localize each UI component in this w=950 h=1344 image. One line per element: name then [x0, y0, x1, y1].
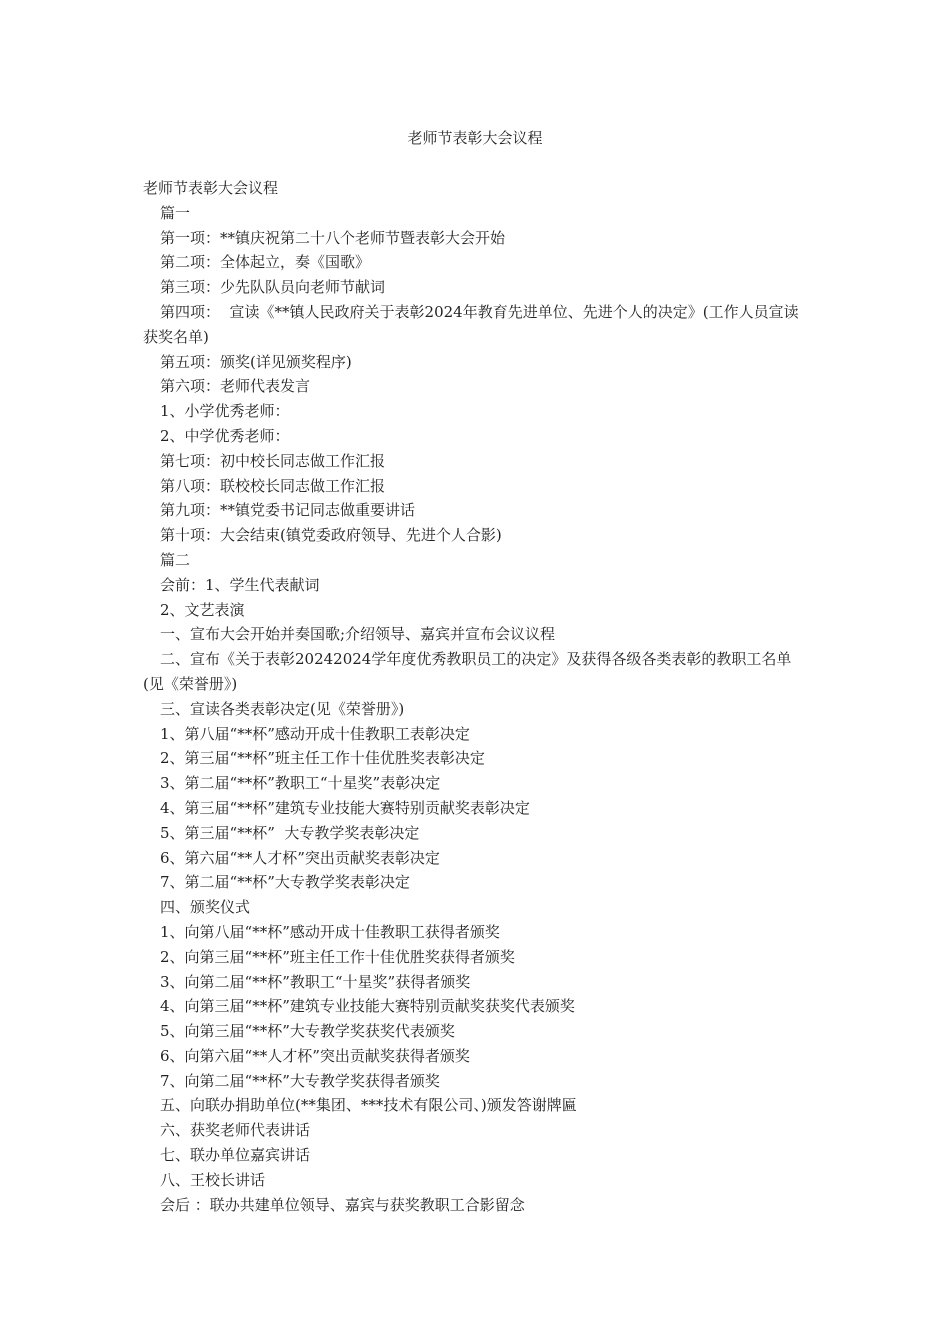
document-paragraph: 篇二	[160, 550, 191, 569]
document-paragraph: 七、联办单位嘉宾讲话	[160, 1146, 311, 1165]
document-paragraph: 六、获奖老师代表讲话	[160, 1121, 311, 1140]
document-paragraph: 2、第三届“**杯”班主任工作十佳优胜奖表彰决定	[160, 749, 485, 768]
document-paragraph: 第四项： 宣读《**镇人民政府关于表彰2024年教育先进单位、先进个人的决定》(工作人员宣读获奖名单)	[143, 302, 799, 346]
document-heading: 老师节表彰大会议程	[143, 179, 279, 197]
document-paragraph: 第九项：**镇党委书记同志做重要讲话	[160, 501, 416, 520]
document-paragraph: 四、颁奖仪式	[160, 898, 251, 917]
document-paragraph: 第五项：颁奖(详见颁奖程序)	[160, 352, 352, 371]
document-paragraph: 4、向第三届“**杯”建筑专业技能大赛特别贡献奖获奖代表颁奖	[160, 997, 575, 1016]
document-paragraph: 2、文艺表演	[160, 600, 245, 619]
document-paragraph: 3、向第二届“**杯”教职工“十星奖”获得者颁奖	[160, 972, 471, 991]
document-paragraph: 第三项：少先队队员向老师节献词	[160, 278, 386, 297]
document-paragraph: 第七项：初中校长同志做工作汇报	[160, 451, 386, 470]
document-paragraph: 第十项：大会结束(镇党委政府领导、先进个人合影)	[160, 526, 502, 545]
document-paragraph: 5、第三届“**杯” 大专教学奖表彰决定	[160, 823, 420, 842]
document-paragraph: 第八项：联校校长同志做工作汇报	[160, 476, 386, 495]
document-paragraph: 7、向第二届“**杯”大专教学奖获得者颁奖	[160, 1071, 440, 1090]
document-paragraph: 2、中学优秀老师：	[160, 426, 290, 445]
document-paragraph: 4、第三届“**杯”建筑专业技能大赛特别贡献奖表彰决定	[160, 798, 530, 817]
document-paragraph: 1、向第八届“**杯”感动开成十佳教职工获得者颁奖	[160, 922, 500, 941]
document-paragraph: 3、第二届“**杯”教职工“十星奖”表彰决定	[160, 774, 441, 793]
document-body	[143, 176, 808, 1217]
document-paragraph: 2、向第三届“**杯”班主任工作十佳优胜奖获得者颁奖	[160, 947, 515, 966]
document-paragraph: 三、宣读各类表彰决定(见《荣誉册》)	[160, 699, 405, 718]
document-paragraph: 1、小学优秀老师：	[160, 402, 290, 421]
document-paragraph: 一、宣布大会开始并奏国歌;介绍领导、嘉宾并宣布会议议程	[160, 625, 556, 644]
page-title: 老师节表彰大会议程	[407, 129, 543, 147]
document-paragraph: 篇一	[160, 203, 191, 222]
document-paragraph: 会前：1、学生代表献词	[160, 575, 320, 594]
document-paragraph: 二、宣布《关于表彰20242024学年度优秀教职员工的决定》及获得各级各类表彰的教职工名单(见《荣誉册》)	[143, 650, 792, 693]
document-paragraph: 1、第八届“**杯”感动开成十佳教职工表彰决定	[160, 724, 470, 743]
document-paragraph: 八、王校长讲话	[160, 1170, 266, 1189]
document-paragraph: 7、第二届“**杯”大专教学奖表彰决定	[160, 873, 410, 892]
document-paragraph: 第二项：全体起立，奏《国歌》	[160, 253, 371, 272]
document-paragraph: 5、向第三届“**杯”大专教学奖获奖代表颁奖	[160, 1022, 455, 1041]
document-paragraph: 五、向联办捐助单位(**集团、***技术有限公司、)颁发答谢牌匾	[160, 1096, 577, 1115]
document-paragraph: 6、向第六届“**人才杯”突出贡献奖获得者颁奖	[160, 1046, 470, 1065]
document-paragraph: 6、第六届“**人才杯”突出贡献奖表彰决定	[160, 848, 440, 867]
document-paragraph: 第一项：**镇庆祝第二十八个老师节暨表彰大会开始	[160, 228, 506, 247]
document-paragraph: 第六项：老师代表发言	[160, 377, 311, 396]
document-paragraph: 会后 ：联办共建单位领导、嘉宾与获奖教职工合影留念	[160, 1195, 525, 1214]
